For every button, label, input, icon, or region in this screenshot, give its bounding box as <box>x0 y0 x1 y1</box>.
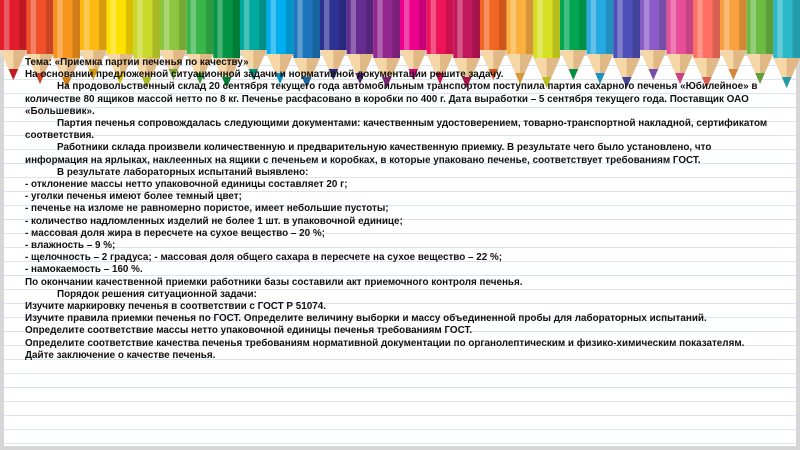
procedure-header: Порядок решения ситуационной задачи: <box>57 288 257 300</box>
intro-line: На основании предложенной ситуационной задачи и нормативной документации решите задачу. <box>25 69 504 81</box>
procedure-step: Определите соответствие массы нетто упаковочной единицы печенья требованиям ГОСТ. <box>25 325 473 337</box>
procedure-step: Определите соответствие качества печенья требованиям нормативной документации по органолептическим и физико-химическим показателям. <box>25 337 745 349</box>
lab-result-item: - отклонение массы нетто упаковочной единицы составляет 20 г; <box>25 179 348 191</box>
lab-results-header: В результате лабораторных испытаний выявлено: <box>57 166 309 178</box>
pencil <box>0 0 27 80</box>
sheet-border-left <box>0 52 4 450</box>
lab-result-item: - уголки печенья имеют более темный цвет; <box>25 191 242 203</box>
topic-title: Тема: «Приемка партии печенья по качеству» <box>25 57 249 68</box>
sheet-border-right <box>796 52 800 450</box>
lab-result-item: - намокаемость – 160 %. <box>25 264 143 276</box>
lab-result-item: - печенье на изломе не равномерно пористое, имеет небольшие пустоты; <box>25 203 389 215</box>
procedure-step: Изучите правила приемки печенья по ГОСТ. Определите величину выборки и массу объединенной пробы для лабораторных испытаний. <box>25 313 707 325</box>
procedure-step: Изучите маркировку печенья в соответствии с ГОСТ Р 51074. <box>25 301 326 313</box>
conclusion-line: По окончании качественной приемки работники базы составили акт приемочного контроля печенья. <box>25 276 523 288</box>
lab-result-item: - массовая доля жира в пересчете на сухое вещество – 20 %; <box>25 227 325 239</box>
pencil <box>773 0 800 88</box>
lab-result-item: - влажность – 9 %; <box>25 240 116 252</box>
task-text <box>25 57 777 362</box>
paragraph-documents: Партия печенья сопровождалась следующими документами: качественным удостоверением, товарно-транспортной накладной, сертификатом соответствия. <box>25 118 768 142</box>
procedure-step: Дайте заключение о качестве печенья. <box>25 349 216 361</box>
sheet-border-bottom <box>0 446 800 450</box>
lab-result-item: - количество надломленных изделий не более 1 шт. в упаковочной единице; <box>25 215 403 227</box>
lab-result-item: - щелочность – 2 градуса; - массовая доля общего сахара в пересчете на сухое вещество – 22 %; <box>25 252 503 264</box>
paragraph-acceptance: Работники склада произвели количественную и предварительную качественную приемку. В результате чего было установлено, что информация на ярлыках, наклеенных на ящики с печеньем и коробках, в которые упаковано печенье, соответствует требованиям ГОСТ. <box>25 142 712 166</box>
paragraph-delivery: На продовольственный склад 20 сентября текущего года автомобильным транспортом поступила партия сахарного печенья «Юбилейное» в количестве 80 ящиков массой нетто по 8 кг. Печенье расфасовано в коробки по 400 г. Дата выработки – 5 сентября текущего года. Поставщик ОАО «Большевик». <box>25 81 758 117</box>
